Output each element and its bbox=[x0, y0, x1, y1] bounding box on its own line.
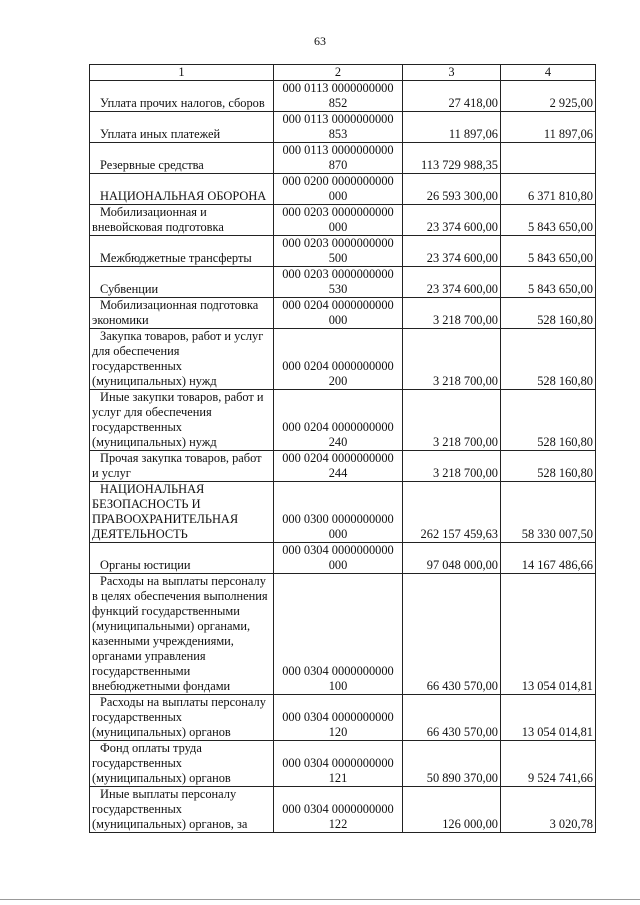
column-header-4: 4 bbox=[501, 65, 596, 81]
row-name-cell: Мобилизационная подготовка экономики bbox=[90, 298, 274, 329]
row-code-cell: 000 0203 0000000000 530 bbox=[274, 267, 403, 298]
table-row bbox=[90, 174, 596, 205]
row-value-1-cell: 66 430 570,00 bbox=[403, 574, 501, 695]
table-row bbox=[90, 787, 596, 833]
row-value-2-cell: 528 160,80 bbox=[501, 329, 596, 390]
row-name-cell: Уплата иных платежей bbox=[90, 112, 274, 143]
row-value-1-cell: 11 897,06 bbox=[403, 112, 501, 143]
page-bottom-rule bbox=[0, 899, 640, 900]
row-value-1-cell: 23 374 600,00 bbox=[403, 236, 501, 267]
row-value-2-cell: 13 054 014,81 bbox=[501, 574, 596, 695]
table-header-row bbox=[90, 65, 596, 81]
row-value-2-cell: 11 897,06 bbox=[501, 112, 596, 143]
row-code-cell: 000 0204 0000000000 000 bbox=[274, 298, 403, 329]
row-value-1-cell: 3 218 700,00 bbox=[403, 451, 501, 482]
row-name-cell: Прочая закупка товаров, работ и услуг bbox=[90, 451, 274, 482]
table-row bbox=[90, 451, 596, 482]
table-row bbox=[90, 695, 596, 741]
row-code-cell: 000 0304 0000000000 122 bbox=[274, 787, 403, 833]
row-value-1-cell: 3 218 700,00 bbox=[403, 298, 501, 329]
page-number: 63 bbox=[314, 34, 326, 48]
row-value-2-cell bbox=[501, 143, 596, 174]
row-value-2-cell: 2 925,00 bbox=[501, 81, 596, 112]
row-value-2-cell: 528 160,80 bbox=[501, 451, 596, 482]
row-value-2-cell: 9 524 741,66 bbox=[501, 741, 596, 787]
row-name-cell: Органы юстиции bbox=[90, 543, 274, 574]
row-value-2-cell: 5 843 650,00 bbox=[501, 205, 596, 236]
table-row bbox=[90, 390, 596, 451]
column-header-2: 2 bbox=[274, 65, 403, 81]
row-value-2-cell: 6 371 810,80 bbox=[501, 174, 596, 205]
row-value-2-cell: 3 020,78 bbox=[501, 787, 596, 833]
row-value-2-cell: 58 330 007,50 bbox=[501, 482, 596, 543]
row-name-cell: Расходы на выплаты персоналу государственных (муниципальных) органов bbox=[90, 695, 274, 741]
row-code-cell: 000 0304 0000000000 100 bbox=[274, 574, 403, 695]
table-row bbox=[90, 741, 596, 787]
row-value-2-cell: 14 167 486,66 bbox=[501, 543, 596, 574]
row-name-cell: НАЦИОНАЛЬНАЯ ОБОРОНА bbox=[90, 174, 274, 205]
row-code-cell: 000 0304 0000000000 120 bbox=[274, 695, 403, 741]
column-header-1: 1 bbox=[90, 65, 274, 81]
row-name-cell: Расходы на выплаты персоналу в целях обеспечения выполнения функций государственными (муниципальными) органами, казенными учреждениями, органами управления государственными внебюджетными фондами bbox=[90, 574, 274, 695]
row-name-cell: Межбюджетные трансферты bbox=[90, 236, 274, 267]
table-row bbox=[90, 298, 596, 329]
table-row bbox=[90, 267, 596, 298]
row-value-2-cell: 5 843 650,00 bbox=[501, 267, 596, 298]
row-name-cell: Субвенции bbox=[90, 267, 274, 298]
row-code-cell: 000 0304 0000000000 000 bbox=[274, 543, 403, 574]
table-row bbox=[90, 81, 596, 112]
row-name-cell: Иные закупки товаров, работ и услуг для обеспечения государственных (муниципальных) нужд bbox=[90, 390, 274, 451]
table-row bbox=[90, 574, 596, 695]
row-name-cell: Фонд оплаты труда государственных (муниципальных) органов bbox=[90, 741, 274, 787]
row-name-cell: Мобилизационная и вневойсковая подготовка bbox=[90, 205, 274, 236]
row-value-1-cell: 50 890 370,00 bbox=[403, 741, 501, 787]
row-code-cell: 000 0304 0000000000 121 bbox=[274, 741, 403, 787]
row-code-cell: 000 0300 0000000000 000 bbox=[274, 482, 403, 543]
table-row bbox=[90, 329, 596, 390]
row-code-cell: 000 0204 0000000000 244 bbox=[274, 451, 403, 482]
row-code-cell: 000 0113 0000000000 853 bbox=[274, 112, 403, 143]
row-value-1-cell: 23 374 600,00 bbox=[403, 205, 501, 236]
table-row bbox=[90, 112, 596, 143]
row-value-1-cell: 26 593 300,00 bbox=[403, 174, 501, 205]
row-value-1-cell: 126 000,00 bbox=[403, 787, 501, 833]
row-name-cell: НАЦИОНАЛЬНАЯ БЕЗОПАСНОСТЬ И ПРАВООХРАНИТЕЛЬНАЯ ДЕЯТЕЛЬНОСТЬ bbox=[90, 482, 274, 543]
row-value-1-cell: 66 430 570,00 bbox=[403, 695, 501, 741]
row-value-1-cell: 3 218 700,00 bbox=[403, 390, 501, 451]
row-value-2-cell: 528 160,80 bbox=[501, 390, 596, 451]
row-name-cell: Закупка товаров, работ и услуг для обеспечения государственных (муниципальных) нужд bbox=[90, 329, 274, 390]
row-value-2-cell: 5 843 650,00 bbox=[501, 236, 596, 267]
table-row bbox=[90, 205, 596, 236]
row-name-cell: Уплата прочих налогов, сборов bbox=[90, 81, 274, 112]
row-code-cell: 000 0204 0000000000 200 bbox=[274, 329, 403, 390]
row-value-1-cell: 262 157 459,63 bbox=[403, 482, 501, 543]
table-row bbox=[90, 143, 596, 174]
row-code-cell: 000 0200 0000000000 000 bbox=[274, 174, 403, 205]
row-code-cell: 000 0203 0000000000 000 bbox=[274, 205, 403, 236]
budget-table bbox=[89, 64, 596, 833]
row-value-1-cell: 3 218 700,00 bbox=[403, 329, 501, 390]
row-code-cell: 000 0204 0000000000 240 bbox=[274, 390, 403, 451]
row-value-1-cell: 23 374 600,00 bbox=[403, 267, 501, 298]
table-row bbox=[90, 482, 596, 543]
row-value-2-cell: 528 160,80 bbox=[501, 298, 596, 329]
row-code-cell: 000 0203 0000000000 500 bbox=[274, 236, 403, 267]
row-value-1-cell: 97 048 000,00 bbox=[403, 543, 501, 574]
row-value-2-cell: 13 054 014,81 bbox=[501, 695, 596, 741]
row-name-cell: Иные выплаты персоналу государственных (муниципальных) органов, за bbox=[90, 787, 274, 833]
row-value-1-cell: 27 418,00 bbox=[403, 81, 501, 112]
row-name-cell: Резервные средства bbox=[90, 143, 274, 174]
column-header-3: 3 bbox=[403, 65, 501, 81]
row-value-1-cell: 113 729 988,35 bbox=[403, 143, 501, 174]
table-row bbox=[90, 236, 596, 267]
table-row bbox=[90, 543, 596, 574]
row-code-cell: 000 0113 0000000000 852 bbox=[274, 81, 403, 112]
row-code-cell: 000 0113 0000000000 870 bbox=[274, 143, 403, 174]
